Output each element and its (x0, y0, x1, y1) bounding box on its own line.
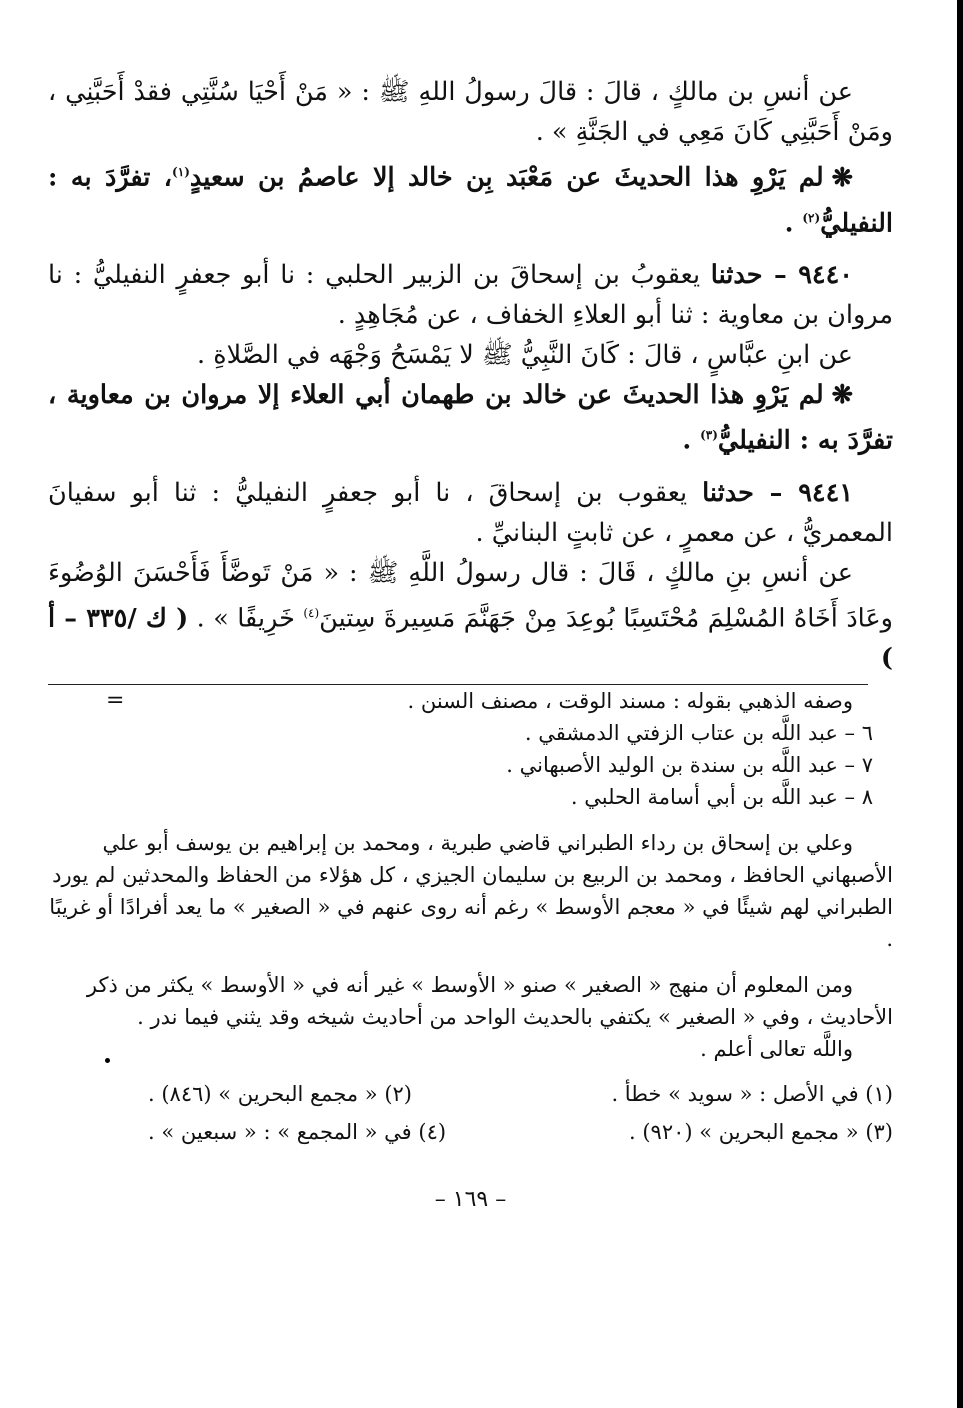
footnote-continuation (48, 685, 893, 1065)
footnote-1: (١) في الأصل : « سويد » خطأ . (611, 1082, 893, 1106)
isnad-text: يعقوبُ بن إسحاقَ بن الزبير الحلبي : نا أبو جعفرٍ النفيليُّ : نا مروان بن معاوية : ثنا أبو العلاءِ الخفاف ، عن مُجَاهِدٍ . (48, 260, 893, 330)
footnote-list-item: ٦ – عبد اللَّه بن عتاب الزفتي الدمشقي . (524, 721, 873, 745)
footnote-row (48, 1113, 893, 1151)
footnote-ref: (٣) (700, 428, 718, 442)
note-text: لم يَرْوِ هذا الحديثَ عن مَعْبَد بِن خالد إلا عاصمُ بن سعيدٍ (189, 162, 824, 193)
footnote-list-item: ٨ – عبد اللَّه بن أبي أسامة الحلبي . (570, 785, 873, 809)
isnad-note: ❋لم يَرْوِ هذا الحديثَ عن خالد بن طهمان أبي العلاء إلا مروان بن معاوية ، تفرَّدَ به : النفيليُّ$^{(٣)}$ . (48, 380, 893, 456)
matn-text: خَرِيفًا » . (196, 603, 295, 633)
footnote-paragraph: واللَّه تعالى أعلم . (700, 1037, 853, 1061)
isnad-note: ❋لم يَرْوِ هذا الحديثَ عن مَعْبَد بِن خالد إلا عاصمُ بن سعيدٍ$^{(١)}$، تفرَّدَ به : النفيليُّ$^{(٢)}$ . (48, 162, 893, 238)
star-icon: ❋ (831, 162, 853, 193)
footnote-3: (٣) « مجمع البحرين » (٩٢٠) . (629, 1120, 893, 1144)
footnote-paragraph: وعلي بن إسحاق بن رداء الطبراني قاضي طبرية ، ومحمد بن إبراهيم بن يوسف أبو علي الأصبهاني الحافظ ، ومحمد بن الربيع بن سليمان الجيزي ، كل هؤلاء من الحفاظ والمحدثين لم يورد الطبراني لهم شيئًا في « معجم الأوسط » رغم أنه روى عنهم في « الصغير » ما يعد أفرادًا أو غريبًا . (49, 831, 893, 951)
footnotes (48, 1075, 893, 1151)
matn-text: عن ابنِ عبَّاسٍ ، قالَ : كَانَ النَّبِيُّ ﷺ لا يَمْسَحُ وَجْهَه في الصَّلاةِ . (197, 340, 853, 370)
matn-line-end: ومَنْ أَحَبَّنِي كَانَ مَعِي في الجَنَّةِ » . (535, 117, 893, 147)
isnad-text: يعقوب بن إسحاقَ ، نا أبو جعفرٍ النفيليُّ : ثنا أبو سفيانَ المعمريُّ ، عن معمرٍ ، عن ثابتٍ البنانيِّ . (48, 477, 893, 548)
page-edge-bar (957, 0, 963, 1408)
footnote-4: (٤) في « المجمع » : « سبعين » . (148, 1120, 447, 1144)
footnote-row (48, 1075, 893, 1113)
hadith-number: ٩٤٤١ – حدثنا (702, 477, 854, 508)
page-number: – ١٦٩ – (434, 1187, 507, 1212)
note-text: لم يَرْوِ هذا الحديثَ عن خالد بن طهمان أبي العلاء إلا مروان بن معاوية ، تفرَّدَ به : النفيليُّ (48, 380, 893, 456)
footnote-2: (٢) « مجمع البحرين » (٨٤٦) . (148, 1082, 412, 1106)
hadith-9441-isnad (48, 473, 893, 553)
hadith-9440-matn (48, 335, 893, 375)
main-text (48, 72, 893, 678)
footnote-ref: (٢) (802, 210, 821, 225)
star-icon: ❋ (831, 380, 853, 410)
hadith-matn (48, 72, 893, 152)
footnote-ref: (٤) (303, 605, 320, 620)
footnote-paragraph: ومن المعلوم أن منهج « الصغير » صنو « الأوسط » غير أنه في « الأوسط » يكثر من ذكر الأحاديث ، وفي « الصغير » يكتفي بالحديث الواحد من أحاديث شيخه وقد يثني فيما ندر . (86, 973, 893, 1029)
matn-text: عن أنسِ بنِ مالكٍ ، قَالَ : قال رسولُ اللَّهِ ﷺ : « مَنْ تَوضَّأَ فَأَحْسَنَ الوُضُوءَ وعَادَ أَخَاهُ المُسْلِمَ مُحْتَسِبًا بُوعِدَ مِنْ جَهَنَّمَ مَسِيرةَ سِتينَ (48, 557, 893, 633)
hadith-number: ٩٤٤٠ – حدثنا (710, 260, 854, 290)
footnote-list-item: ٧ – عبد اللَّه بن سندة بن الوليد الأصبهاني . (506, 753, 873, 777)
hadith-9440-isnad (48, 255, 893, 335)
continuation-mark: = (106, 688, 125, 713)
note-text: ، تفرَّدَ به : النفيليُّ (48, 162, 893, 238)
hadith-9441-matn (48, 553, 893, 679)
footnote-line: وصفه الذهبي بقوله : مسند الوقت ، مصنف السنن . (407, 689, 853, 713)
matn-line: عن أنسِ بن مالكٍ ، قالَ : قالَ رسولُ اللهِ ﷺ : « مَنْ أَحْيَا سُنَّتِي فقدْ أَحَبَّنِي ، (48, 77, 853, 107)
manuscript-ref: ( ك /٣٣٥ – أ ) (48, 603, 893, 673)
footnote-ref: (١) (172, 165, 190, 179)
